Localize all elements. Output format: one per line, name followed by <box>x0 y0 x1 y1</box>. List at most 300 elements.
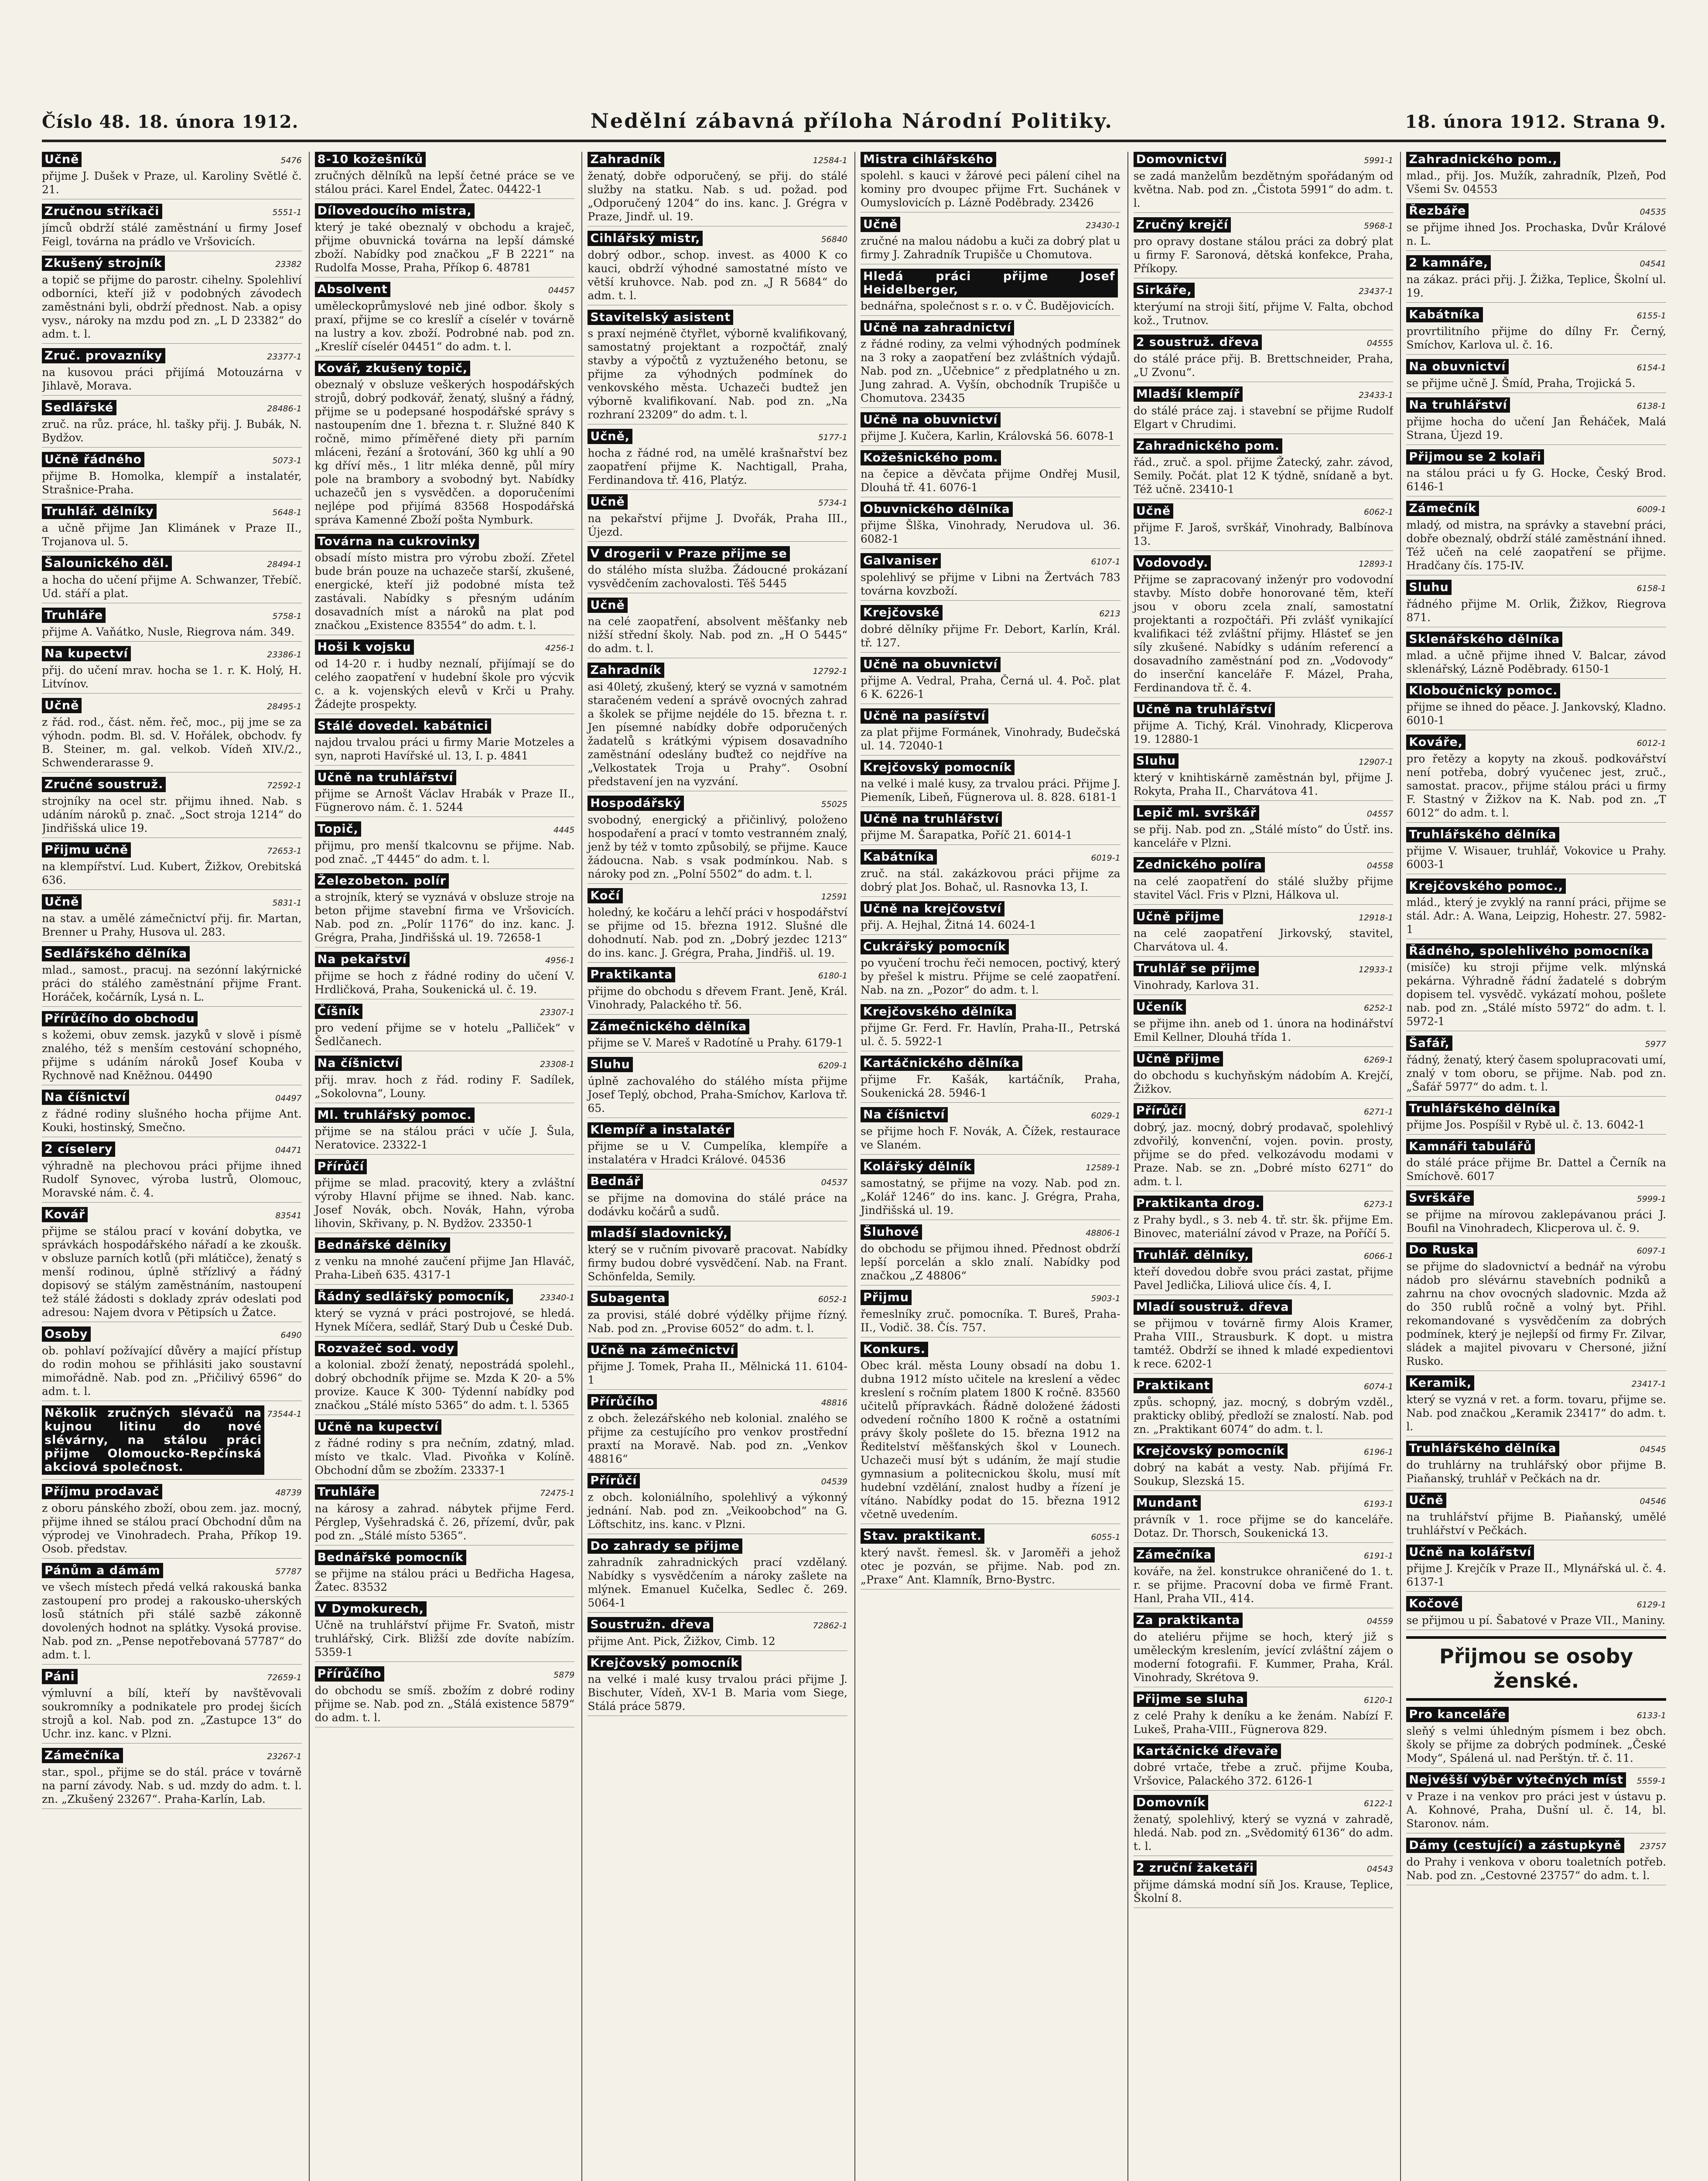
ad-title: Praktikant <box>1134 1378 1213 1393</box>
classified-ad <box>861 939 1120 1000</box>
classified-ad <box>588 1655 847 1716</box>
ad-code-number: 6019-1 <box>1091 853 1120 863</box>
ad-text: na truhlářství přijme B. Piaňanský, umělé truhlářství v Pečkách. <box>1406 1511 1666 1537</box>
ad-text: s kožemi, obuv zemsk. jazyků v slově i písmě znalého, též s menším cestování schopného, přijme s udáním nároků Josef Kouba v Rychnově nad Kněžnou. 04490 <box>42 1029 302 1082</box>
ad-title: Učeník <box>1134 999 1186 1015</box>
classified-ad <box>1134 438 1394 499</box>
classified-ad <box>588 888 847 963</box>
ad-code-number: 6191-1 <box>1364 1551 1394 1561</box>
ad-heading <box>588 796 847 811</box>
ad-heading <box>315 639 575 655</box>
ad-code-number: 4445 <box>553 825 575 835</box>
ad-title: 8-10 kožešníků <box>315 152 426 167</box>
ad-title: Zednického políra <box>1134 857 1265 872</box>
ad-text: mlad., přij. Jos. Mužík, zahradník, Plzeň, Pod Všemi Sv. 04553 <box>1406 169 1666 195</box>
ad-code-number: 23437-1 <box>1358 287 1394 296</box>
ad-title: Stálé dovedel. kabátnici <box>315 718 491 734</box>
classified-ad <box>315 1237 575 1285</box>
ad-text: řád., zruč. a spol. přijme Žatecký, zahr. závod, Semily. Počát. plat 12 K týdně, snídaně a byt. Též učně. 23410-1 <box>1133 456 1394 496</box>
ad-heading <box>861 760 1120 775</box>
ad-code-number: 12893-1 <box>1358 559 1394 569</box>
ad-code-number: 5734-1 <box>818 498 848 508</box>
ad-title: Bednářské pomocník <box>315 1550 466 1565</box>
ad-text: se zadá manželům bezdětným spořádaným od května. Nab. pod zn. „Čistota 5991“ do adm. t. l. <box>1133 170 1394 209</box>
ad-heading <box>42 946 302 961</box>
ad-title: Dámy (cestující) a zástupkyně <box>1406 1838 1624 1853</box>
ad-title: Cukrářský pomocník <box>861 939 1009 954</box>
ad-text: a strojník, který se vyznává v obsluze stroje na beton přijme stavební firma ve Vršovicích. Nab. pod zn. „Polír 1176“ do inz. kanc. J. Grégra, Praha, Jindřišská ul. 19. 72658-1 <box>314 891 575 944</box>
classified-ad <box>1406 735 1666 823</box>
classified-ad <box>1406 501 1666 575</box>
ad-text: asi 40letý, zkušený, který se vyzná v samotném staračeném vedení a správě ovocných zahrad a školek se přijme nejdéle do 15. března t. r. Jen písemné nabídky dobře odporučených žadatelů s krátkými výpisem dosavadního zaměstnání odeslány buďtež co nejdříve na „Velkostatek Troja u Prahy“. Osobní představení jen na vyzvání. <box>588 680 848 788</box>
ad-heading <box>1406 1441 1666 1456</box>
ad-text: provrtilitního přijme do dílny Fr. Černý, Smíchov, Karlova ul. č. 16. <box>1406 325 1666 351</box>
ad-title: Učně <box>1406 1493 1446 1508</box>
ad-text: zruč. na růz. práce, hl. tašky přij. J. Bubák, N. Bydžov. <box>42 418 302 444</box>
classified-ad <box>861 1528 1120 1590</box>
ad-heading <box>1406 307 1666 323</box>
ad-title: Svrškáře <box>1406 1190 1473 1206</box>
classified-ad <box>1134 1692 1394 1739</box>
ad-text: z oboru pánského zboží, obou zem. jaz. mocný, přijme ihned se stálou prací Obchodní dům na výprodej ve Vinohradech. Praha, Příkop 19. Osob. představ. <box>42 1502 302 1555</box>
ad-code-number: 23757 <box>1640 1842 1666 1851</box>
ad-title: Učně na obuvnictví <box>861 657 1001 672</box>
ad-code-number: 6062-1 <box>1364 507 1394 517</box>
ad-title: Přírůčí <box>588 1473 639 1488</box>
ad-text: dobrý odbor., schop. invest. as 4000 K co kauci, obdrží výhodné samostatné místo ve větší kruhovce. Nab. pod zn. „J R 5684“ do adm. t. l. <box>588 249 848 302</box>
ad-text: kterýumí na stroji šití, přijme V. Falta, obchod kož., Trutnov. <box>1133 301 1394 327</box>
ad-heading <box>588 1226 847 1241</box>
ad-heading <box>1134 1196 1394 1211</box>
ad-code-number: 28495-1 <box>267 702 302 711</box>
ad-text: přijme Fr. Kašák, kartáčník, Praha, Soukenická 28. 5946-1 <box>861 1073 1120 1099</box>
ad-title: Přírůčí <box>1134 1103 1185 1118</box>
ad-title: Zámečníka <box>42 1748 123 1763</box>
classified-ad <box>315 1484 575 1545</box>
ad-title: Zahradník <box>588 663 664 678</box>
ad-text: do truhlárny na truhlářský obor přijme B. Piaňanský, truhlář v Pečkách na dr. <box>1406 1459 1666 1485</box>
ad-title: Sluhu <box>1406 580 1451 595</box>
classified-ad <box>861 412 1120 446</box>
ad-text: po vyučení trochu řeči nemocen, poctivý, který by přešel k mistru. Přijme se celé zaopatření. Nab. na zn. „Pozor“ do adm. t. l. <box>861 957 1120 996</box>
supplement-title: Nedělní zábavná příloha Národní Politiky. <box>590 109 1114 133</box>
classified-ad <box>315 952 575 999</box>
ad-title: Šluhové <box>861 1224 922 1240</box>
classified-ad <box>315 203 575 277</box>
classified-ad <box>1406 580 1666 627</box>
ad-text: úplně zachovalého do stálého místa přijme Josef Teplý, obchod, Praha-Smíchov, Karlova tř. 65. <box>588 1075 848 1114</box>
ad-heading <box>42 698 302 714</box>
ad-title: Praktikanta drog. <box>1134 1196 1263 1211</box>
ad-code-number: 48806-1 <box>1086 1228 1120 1238</box>
ad-heading <box>1406 1242 1666 1258</box>
ad-text: do stálého místa služba. Žádoucné prokázaní vysvědčením zachovalosti. Těš 5445 <box>588 564 848 590</box>
ad-title: Na číšnictví <box>42 1090 129 1105</box>
ad-title: Do Ruska <box>1406 1242 1477 1258</box>
ad-code-number: 04497 <box>275 1094 302 1103</box>
ad-text: z řád. rod., část. něm. řeč, moc., pij jme se za výhodn. podm. Bl. sd. V. Hořálek, obchodv. fy B. Steiner, m. gal. velkob. Vídeň XIV./2., Schwenderarasse 9. <box>42 716 302 769</box>
ad-heading <box>315 1341 575 1356</box>
ad-heading <box>1134 503 1394 519</box>
ad-title: Přijmou se 2 kolaři <box>1406 449 1544 465</box>
ad-heading <box>42 1563 302 1579</box>
ad-title: Učně na krejčovství <box>861 901 1004 916</box>
classified-ad <box>42 1326 302 1401</box>
ad-title: Kamnáři tabulářů <box>1406 1139 1534 1154</box>
ad-heading <box>1406 397 1666 413</box>
ad-text: za plat přijme Formánek, Vinohrady, Budečská ul. 14. 72040-1 <box>861 726 1120 752</box>
ad-title: Učně na truhlářství <box>861 811 1002 827</box>
ad-heading <box>1134 999 1394 1015</box>
page-header <box>42 109 1666 142</box>
ad-text: na celé zaopatření, absolvent měšťanky neb nižší střední školy. Nab. pod zn. „H O 5445“ do adm. t. l. <box>588 615 848 655</box>
ad-heading <box>588 1057 847 1073</box>
ad-code-number: 6155-1 <box>1636 311 1666 321</box>
classified-ad <box>1134 1299 1394 1374</box>
ad-heading <box>1134 909 1394 925</box>
ad-title: Truhlář. dělníky, <box>1134 1248 1252 1263</box>
ad-title: Na obuvnictví <box>1406 359 1508 374</box>
ad-text: se přijmou u pí. Šabatové v Praze VII., Maniny. <box>1406 1614 1666 1627</box>
ad-text: na klempířství. Lud. Kubert, Žižkov, Orebitská 636. <box>42 860 302 886</box>
ad-text: na kusovou práci přijímá Motouzárna v Jihlavě, Morava. <box>42 366 302 392</box>
ad-code-number: 6097-1 <box>1636 1246 1666 1256</box>
ad-title: Topič, <box>315 821 361 837</box>
ad-heading <box>42 452 302 468</box>
ad-title: Pro kanceláře <box>1406 1707 1509 1722</box>
ad-code-number: 5831-1 <box>272 898 302 908</box>
ad-heading <box>861 217 1120 232</box>
ad-heading <box>1406 1101 1666 1116</box>
ad-title: Ml. truhlářský pomoc. <box>315 1108 475 1123</box>
ad-heading <box>1406 1707 1666 1723</box>
classified-ad <box>1406 944 1666 1031</box>
ad-text: se přijme ihn. aneb od 1. února na hodinářství Emil Kellner, Dlouhá třída 1. <box>1133 1017 1394 1043</box>
classified-ad <box>861 450 1120 497</box>
classified-ad <box>588 796 847 884</box>
ad-text: přijme Gr. Ferd. Fr. Havlín, Praha-II., Petrská ul. č. 5. 5922-1 <box>861 1022 1120 1048</box>
ad-text: přijme A. Vaňátko, Nusle, Riegrova nám. 349. <box>42 626 295 638</box>
ad-heading <box>1134 1860 1394 1876</box>
ad-text: bednářna, společnost s r. o. v Č. Budějovicích. <box>861 300 1115 312</box>
ad-title: Hospodářský <box>588 796 684 811</box>
ad-text: přijme M. Šarapatka, Poříč 21. 6014-1 <box>861 829 1073 841</box>
ad-title: Přírůčího do obchodu <box>42 1011 198 1026</box>
ad-heading <box>1406 1545 1666 1560</box>
ad-title: Přijme se sluha <box>1134 1692 1247 1707</box>
classified-ad <box>1134 503 1394 551</box>
classified-ad <box>1134 1248 1394 1295</box>
ad-code-number: 04558 <box>1366 861 1394 871</box>
ad-text: v Praze i na venkov pro práci jest v ústavu p. A. Kohnové, Praha, Dušní ul. č. 14, bl. Staronov. nám. <box>1406 1790 1666 1830</box>
ad-heading <box>42 204 302 219</box>
classified-ad <box>315 718 575 766</box>
classified-ad <box>861 217 1120 264</box>
ad-heading <box>42 400 302 416</box>
classified-ad <box>1406 152 1666 199</box>
ad-text: z řádné rodiny s pra nečním, zdatný, mlad. místo ve tkalc. Vlad. Pivoňka v Kolíně. Obchodní dům se zbožím. 23337-1 <box>314 1437 575 1477</box>
ad-title: Praktikanta <box>588 967 675 982</box>
ad-text: na velké i malé kusy trvalou práci přijme J. Bischuter, Vídeň, XV-1 B. Maria vom Siege, Stálá práce 5879. <box>588 1673 848 1713</box>
ad-code-number: 72592-1 <box>267 781 302 790</box>
ad-code-number: 12584-1 <box>813 156 848 165</box>
ad-heading <box>1134 217 1394 233</box>
ad-title: Kovář <box>42 1207 88 1222</box>
ad-code-number: 6271-1 <box>1364 1107 1394 1117</box>
classified-ad <box>861 657 1120 704</box>
ad-title: Kožešnického pom. <box>861 450 1001 465</box>
ad-text: výhradně na plechovou práci přijme ihned Rudolf Synovec, výroba lustrů, Olomouc, Moravské nám. č. 4. <box>42 1159 302 1199</box>
ad-title: Konkurs. <box>861 1342 928 1357</box>
classified-ad <box>1134 805 1394 853</box>
ad-text: ve všech místech předá velká rakouská banka zastoupení pro prodej a rakousko-uherských losů státních při stálé sazbě zákonně dovolených hodnot na splátky. Vysoká provise. Nab. pod zn. „Pense nepotřebovaná 57787“ do adm. t. l. <box>42 1581 302 1661</box>
classified-ad <box>1406 1596 1666 1630</box>
ad-title: Kabátníka <box>1406 307 1483 322</box>
ad-code-number: 48816 <box>821 1398 848 1408</box>
ad-title: Zkušený strojník <box>42 256 165 271</box>
date-and-page: 18. února 1912. Strana 9. <box>1405 112 1666 132</box>
ad-title: Učně <box>588 598 627 613</box>
ad-heading <box>42 1484 302 1500</box>
classified-ad <box>1406 1101 1666 1135</box>
ad-text: dobré dělníky přijme Fr. Debort, Karlín, Král. tř. 127. <box>861 623 1120 649</box>
ad-heading <box>1134 702 1394 717</box>
ad-code-number: 6066-1 <box>1364 1251 1394 1261</box>
ad-title: Číšník <box>315 1004 363 1019</box>
ad-text: a učně přijme Jan Klimánek v Praze II., Trojanova ul. 5. <box>42 522 302 548</box>
ad-title: Mistra cihlářského <box>861 152 996 167</box>
classified-ad <box>1134 753 1394 801</box>
ad-text: přijme se u V. Cumpelíka, klempíře a instalatéra v Hradci Králové. 04536 <box>588 1140 848 1166</box>
ad-title: Mladší klempíř <box>1134 386 1243 402</box>
ad-text: který v knihtiskárně zaměstnán byl, přijme J. Rokyta, Praha II., Charvátova 41. <box>1133 771 1394 797</box>
ad-heading <box>1406 827 1666 842</box>
ad-heading <box>1134 438 1394 454</box>
classified-ad <box>1406 1493 1666 1540</box>
ad-heading <box>861 1159 1120 1175</box>
ad-text: se přijme na domovina do stálé práce na dodávku kočárů a sudů. <box>588 1192 848 1218</box>
classified-ad <box>1134 1051 1394 1099</box>
ad-heading <box>42 1142 302 1157</box>
classified-ad <box>42 1090 302 1137</box>
classified-ad <box>1134 1613 1394 1687</box>
classified-ad <box>315 1341 575 1415</box>
ad-heading <box>42 777 302 793</box>
ad-text: spolehl. s kauci v žárové peci pálení cihel na kominy pro dvoupec přijme Frt. Suchánek v Oumyslovicích p. Lázně Poděbrady. 23426 <box>861 169 1120 209</box>
ad-text: sleňý s velmi úhledným písmem i bez obch. školy se přijme za dobrých podmínek. „České Mody“, Spálená ul. nad Perštýn. tř. č. 11. <box>1406 1725 1666 1764</box>
ad-heading <box>1134 1378 1394 1394</box>
ad-heading <box>1406 1190 1666 1206</box>
ad-heading <box>315 152 575 167</box>
ad-heading <box>42 608 302 623</box>
classified-ad <box>588 1538 847 1613</box>
ad-text: uměleckoprůmyslové neb jiné odbor. školy s praxí, přijme se co kreslíř a císelér v továrně na lustry a kov. zboží. Podrobné nab. pod zn. „Kreslíř císelér 04451“ do adm. t. l. <box>314 300 575 353</box>
ad-heading <box>315 361 575 376</box>
ad-text: do ateliéru přijme se hoch, který již s uměleckým kreslením, jevící zvláštní zájem o moderní fotografii. F. Kummer, Praha, Král. Vinohrady, Skrétova 9. <box>1133 1631 1394 1684</box>
ad-text: z řádné rodiny slušného hocha přijme Ant. Kouki, hostinský, Smečno. <box>42 1108 302 1134</box>
ad-title: V Dymokurech, <box>315 1601 427 1617</box>
ad-heading <box>42 256 302 271</box>
ad-heading <box>1134 1795 1394 1811</box>
classified-ad <box>588 1394 847 1469</box>
ad-title: Učně na kupectví <box>315 1419 441 1435</box>
ad-heading <box>861 450 1120 465</box>
ad-text: kteří dovedou dobře svou práci zastat, přijme Pavel Jedlička, Liliová ulice čís. 4, I. <box>1133 1265 1394 1292</box>
ad-title: Učně na truhlářství <box>315 770 456 785</box>
ad-code-number: 4256-1 <box>545 643 575 653</box>
ad-title: Obuvnického dělníka <box>861 502 1013 517</box>
ad-text: přijme J. Tomek, Praha II., Mělnická 11. 6104-1 <box>588 1360 848 1386</box>
ad-title: Za praktikanta <box>1134 1613 1243 1628</box>
ad-title: Přijmu učně <box>42 842 131 858</box>
ad-heading <box>1406 1139 1666 1154</box>
ad-title: Kolářský dělník <box>861 1159 974 1174</box>
classified-ad <box>42 842 302 890</box>
ad-title: Učně na truhlářství <box>1134 702 1275 717</box>
ad-text: přijme do obchodu s dřevem Frant. Jeně, Král. Vinohrady, Palackého tř. 56. <box>588 985 848 1011</box>
ad-text: kováře, na žel. konstrukce ohraničené do 1. t. r. se přijme. Pracovní doba ve firmě Frant. Hanl, Praha VII., 414. <box>1133 1565 1394 1605</box>
section-heading: Přijmou se osoby ženské. <box>1406 1636 1666 1701</box>
ad-heading <box>861 1224 1120 1240</box>
ad-heading <box>588 1473 847 1489</box>
ad-code-number: 72862-1 <box>813 1621 848 1631</box>
ad-text: pro řetězy a kopyty na zkouš. podkovářství není potřeba, dobrý vyučenec jest, zruč., samostat. pracov., přijme stálou práci u firmy F. Stastný v Žižkov na K. Nab. pod zn. „T 6012“ do adm. t. l. <box>1406 752 1666 819</box>
ad-heading <box>1134 1692 1394 1707</box>
ad-text: přijme Jos. Pospíšil v Rybě ul. č. 13. 6042-1 <box>1406 1118 1645 1131</box>
ad-text: přijme hocha do učení Jan Řeháček, Malá Strana, Újezd 19. <box>1406 415 1666 441</box>
classified-ad <box>1406 397 1666 445</box>
ad-column-1 <box>42 152 302 2181</box>
ad-code-number: 23377-1 <box>267 352 302 362</box>
ad-code-number: 04539 <box>821 1477 848 1487</box>
ad-text: přij. do učení mrav. hocha se 1. r. K. Holý, H. Litvínov. <box>42 664 302 690</box>
ad-text: přijme V. Wisauer, truhlář, Vokovice u Prahy. 6003-1 <box>1406 844 1666 871</box>
ad-heading <box>861 1290 1120 1306</box>
ad-code-number: 6273-1 <box>1364 1200 1394 1209</box>
ad-heading <box>861 320 1120 335</box>
ad-title: Kartáčnického dělníka <box>861 1056 1022 1071</box>
ad-text: najdou trvalou práci u firmy Marie Motzeles a syn, naproti Havířské ul. 13, I. p. 4841 <box>314 736 575 762</box>
classified-ad <box>42 1484 302 1559</box>
classified-ad <box>861 1056 1120 1103</box>
classified-ad <box>1134 1547 1394 1608</box>
ad-text: přijme J. Krejčík v Praze II., Mlynářská ul. č. 4. 6137-1 <box>1406 1562 1666 1588</box>
classified-ad <box>588 1226 847 1286</box>
ad-heading <box>42 1011 302 1026</box>
ad-heading <box>588 1617 847 1633</box>
ad-text: samostatný, se přijme na vozy. Nab. pod zn. „Kolář 1246“ do ins. kanc. J. Grégra, Praha, Jindřišská ul. 19. <box>861 1177 1120 1217</box>
classified-ad <box>1406 255 1666 303</box>
ad-code-number: 6107-1 <box>1091 557 1120 567</box>
ad-title: Dílovedoucího mistra, <box>315 203 475 219</box>
ad-code-number: 04457 <box>548 286 575 295</box>
ad-title: Zručný krejčí <box>1134 217 1231 232</box>
ad-title: Přírůčí <box>315 1159 367 1174</box>
ad-text: na stálou práci u fy G. Hocke, Český Brod. 6146-1 <box>1406 467 1666 493</box>
ad-code-number: 5177-1 <box>818 433 848 442</box>
ad-title: Zahradník <box>588 152 664 167</box>
ad-text: přij. A. Hejhal, Žitná 14. 6024-1 <box>861 919 1036 931</box>
classified-ad <box>588 231 847 305</box>
classified-ad <box>1134 152 1394 213</box>
ad-title: Kabátníka <box>861 849 937 865</box>
ad-text: na celé zaopatření do stálé služby přijme stavitel Václ. Fris v Plzni, Hálkova ul. <box>1133 875 1394 901</box>
classified-ad <box>42 1669 302 1743</box>
ad-text: ob. pohlaví požívající důvěry a mající přístup do rodin mohou se přihlásiti jako soustavní mimořádně. Nab. pod zn. „Přičilivý 6596“ do adm. t. l. <box>42 1344 302 1398</box>
ad-title: Na truhlářství <box>1406 397 1510 413</box>
ad-title: Mundant <box>1134 1495 1201 1511</box>
ad-code-number: 6490 <box>280 1330 302 1340</box>
classified-ad <box>861 849 1120 897</box>
classified-ad <box>315 1601 575 1662</box>
ad-text: se přijme hoch F. Novák, A. Čížek, restaurace ve Slaném. <box>861 1125 1120 1151</box>
ad-text: pro vedení přijme se v hotelu „Palliček“ v Šedlčanech. <box>314 1022 575 1048</box>
classified-ad <box>315 1004 575 1051</box>
ad-code-number: 04537 <box>821 1178 848 1187</box>
ad-column-6 <box>1400 152 1666 2181</box>
ad-code-number: 04471 <box>275 1145 302 1155</box>
ad-code-number: 6196-1 <box>1364 1447 1394 1457</box>
ad-heading <box>315 1289 575 1305</box>
ad-heading <box>588 494 847 510</box>
ad-code-number: 6138-1 <box>1636 401 1666 411</box>
ad-code-number: 72659-1 <box>267 1673 302 1682</box>
ad-text: dobrý na kabát a vesty. Nab. přijímá Fr. Soukup, Slezská 15. <box>1133 1461 1394 1487</box>
classified-ad <box>1134 335 1394 382</box>
ad-heading <box>315 534 575 549</box>
ad-heading <box>588 967 847 983</box>
ad-code-number: 23386-1 <box>267 650 302 660</box>
ad-text: do Prahy i venkova v oboru toaletních potřeb. Nab. pod zn. „Cestovné 23757“ do adm. t. l. <box>1406 1856 1666 1882</box>
ad-title: Absolvent <box>315 282 390 297</box>
ad-title: Bednářské dělníky <box>315 1237 450 1253</box>
classified-ad <box>315 1419 575 1480</box>
ad-title: mladší sladovnický, <box>588 1226 731 1241</box>
ad-heading <box>588 1291 847 1306</box>
ad-heading <box>861 412 1120 427</box>
classified-ad <box>588 1473 847 1534</box>
ad-code-number: 56840 <box>821 235 848 244</box>
ad-heading <box>1406 735 1666 750</box>
ad-title: Keramik, <box>1406 1375 1474 1391</box>
ad-code-number: 6209-1 <box>818 1061 848 1070</box>
classified-ad <box>1134 961 1394 995</box>
ad-text: za provisi, stálé dobré výdělky přijme řízný. Nab. pod zn. „Provise 6052“ do adm. t. l. <box>588 1309 848 1335</box>
ad-title: Učně, <box>588 429 632 444</box>
classified-ad <box>1406 1242 1666 1371</box>
ad-text: a hocha do učení přijme A. Schwanzer, Třebíč. Ud. stáří a plat. <box>42 574 302 600</box>
ad-heading <box>315 1159 575 1174</box>
ad-text: se přijme na stálou práci u Bedřicha Hagesa, Žatec. 83532 <box>314 1567 575 1593</box>
classified-ad <box>1406 827 1666 874</box>
classified-ad <box>42 452 302 499</box>
ad-title: Učně <box>1134 503 1173 519</box>
ad-text: se přijme učně J. Šmíd, Praha, Trojická 5. <box>1406 377 1636 390</box>
ad-title: Truhlářského dělníka <box>1406 1101 1559 1116</box>
ad-text: na károsy a zahrad. nábytek přijme Ferd. Pérglep, Vyšehradská č. 26, přízemí, dvůr, pak pod zn. „Stálé místo 5365“. <box>314 1502 575 1542</box>
ad-text: přijme Šlška, Vinohrady, Nerudova ul. 36. 6082-1 <box>861 519 1120 545</box>
ad-code-number: 55025 <box>821 800 848 809</box>
classified-ad <box>42 698 302 773</box>
classified-ad <box>861 605 1120 653</box>
ad-text: na zákaz. práci přij. J. Žižka, Teplice, Školní ul. 19. <box>1406 273 1666 299</box>
classified-ad <box>315 152 575 199</box>
ad-title: Učně na kolářství <box>1406 1545 1534 1560</box>
ad-heading <box>588 598 847 613</box>
ad-heading <box>1406 683 1666 698</box>
classified-ad <box>1406 1545 1666 1592</box>
ad-text: přij. mrav. hoch z řád. rodiny F. Sadílek, „Sokolovna“, Louny. <box>314 1073 575 1100</box>
